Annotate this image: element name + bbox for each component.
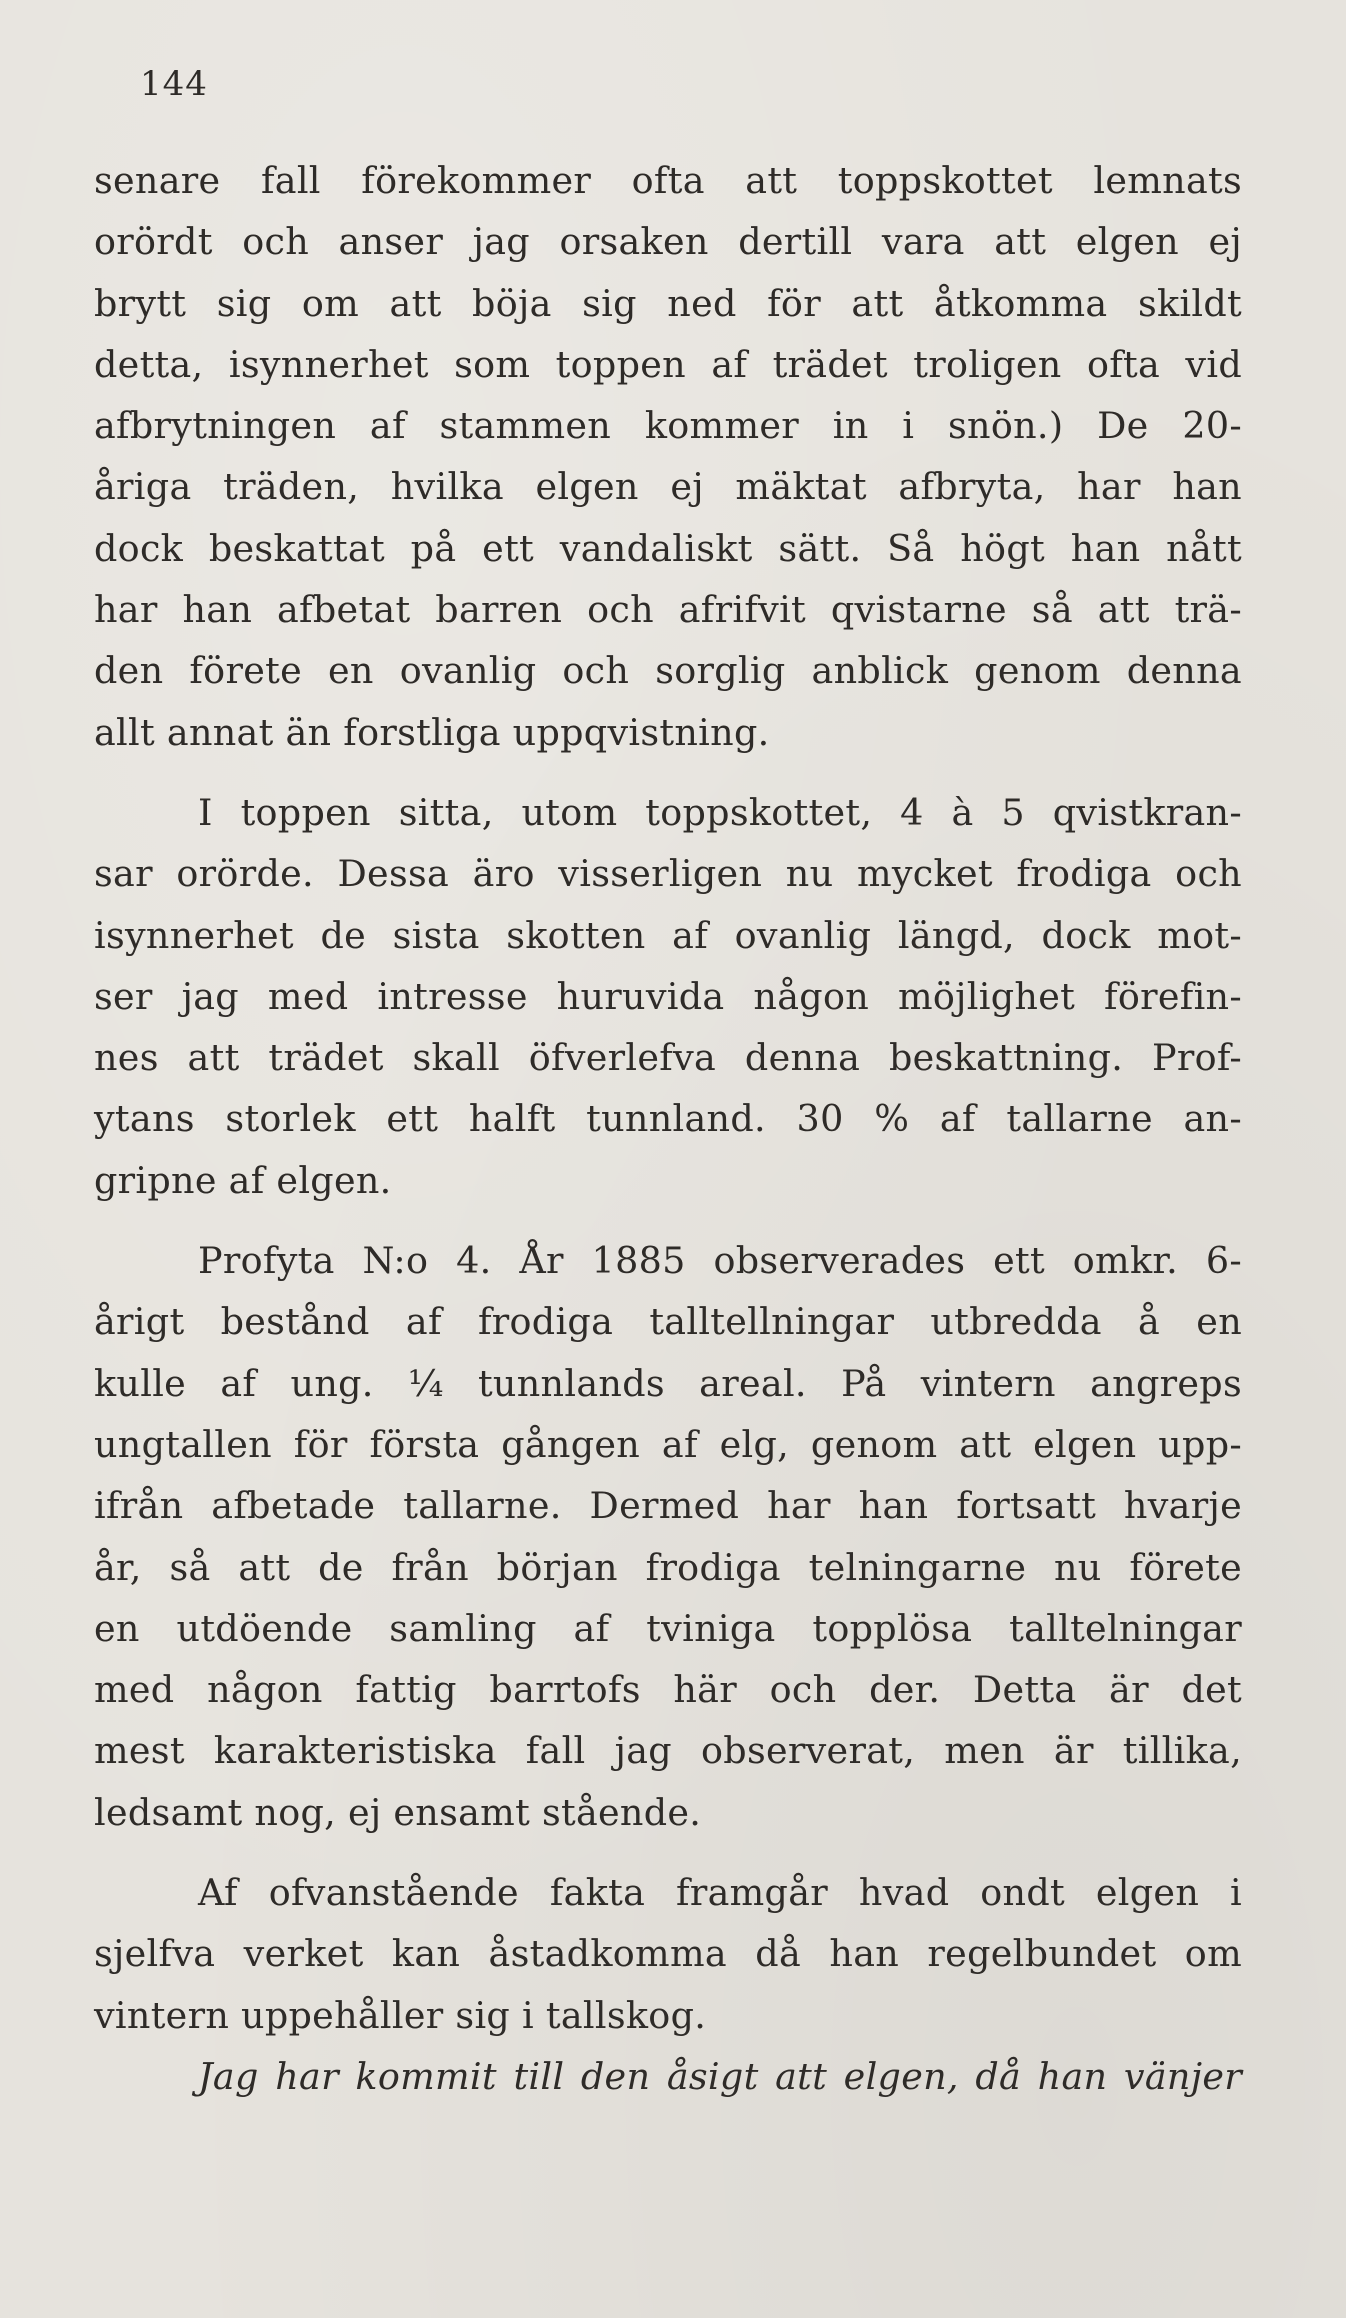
text-line: Profyta N:o 4. År 1885 observerades ett omkr. 6- — [198, 1239, 1242, 1283]
page-number: 144 — [140, 64, 208, 104]
text-line: kulle af ung. ¼ tunnlands areal. På vintern angreps — [94, 1361, 1242, 1405]
text-line: Jag har kommit till den åsigt att elgen, då han vänjer — [198, 2054, 1242, 2098]
text-line: orördt och anser jag orsaken dertill vara att elgen ej — [94, 220, 1242, 264]
text-line: allt annat än forstliga uppqvistning. — [94, 710, 770, 754]
text-line: med någon fattig barrtofs här och der. Detta är det — [94, 1668, 1242, 1712]
text-line: ifrån afbetade tallarne. Dermed har han fortsatt hvarje — [94, 1484, 1242, 1528]
text-line: gripne af elgen. — [94, 1158, 392, 1202]
text-line: Af ofvanstående fakta framgår hvad ondt elgen i — [198, 1871, 1242, 1915]
text-line: detta, isynnerhet som toppen af trädet troligen ofta vid — [94, 342, 1242, 386]
text-line: en utdöende samling af tviniga topplösa talltelningar — [94, 1606, 1242, 1650]
text-line: ungtallen för första gången af elg, genom att elgen upp- — [94, 1422, 1242, 1466]
text-line: årigt bestånd af frodiga talltellningar utbredda å en — [94, 1300, 1242, 1344]
text-line: ytans storlek ett halft tunnland. 30 % af tallarne an- — [94, 1097, 1242, 1141]
text-line: sjelfva verket kan åstadkomma då han regelbundet om — [94, 1932, 1242, 1976]
text-line: åriga träden, hvilka elgen ej mäktat afbryta, har han — [94, 465, 1242, 509]
text-line: I toppen sitta, utom toppskottet, 4 à 5 qvistkran- — [198, 790, 1242, 834]
text-line: ledsamt nog, ej ensamt stående. — [94, 1790, 702, 1834]
text-line: sar orörde. Dessa äro visserligen nu mycket frodiga och — [94, 852, 1242, 896]
text-line: senare fall förekommer ofta att toppskottet lemnats — [94, 159, 1242, 202]
text-line: dock beskattat på ett vandaliskt sätt. Så högt han nått — [94, 526, 1242, 570]
text-line: nes att trädet skall öfverlefva denna beskattning. Prof- — [94, 1036, 1242, 1080]
text-line: afbrytningen af stammen kommer in i snön.) De 20- — [94, 404, 1242, 448]
text-line: vintern uppehåller sig i tallskog. — [94, 1993, 707, 2037]
text-line: brytt sig om att böja sig ned för att åtkomma skildt — [94, 281, 1242, 325]
text-line: ser jag med intresse huruvida någon möjlighet förefin- — [94, 974, 1242, 1018]
body-text — [94, 150, 1242, 2107]
text-line: den förete en ovanlig och sorglig anblick genom denna — [94, 649, 1242, 693]
text-line: har han afbetat barren och afrifvit qvistarne så att trä- — [94, 588, 1242, 632]
text-line: isynnerhet de sista skotten af ovanlig längd, dock mot- — [94, 913, 1242, 957]
text-line: år, så att de från början frodiga telningarne nu förete — [94, 1545, 1242, 1589]
text-line: mest karakteristiska fall jag observerat, men är tillika, — [94, 1729, 1242, 1773]
